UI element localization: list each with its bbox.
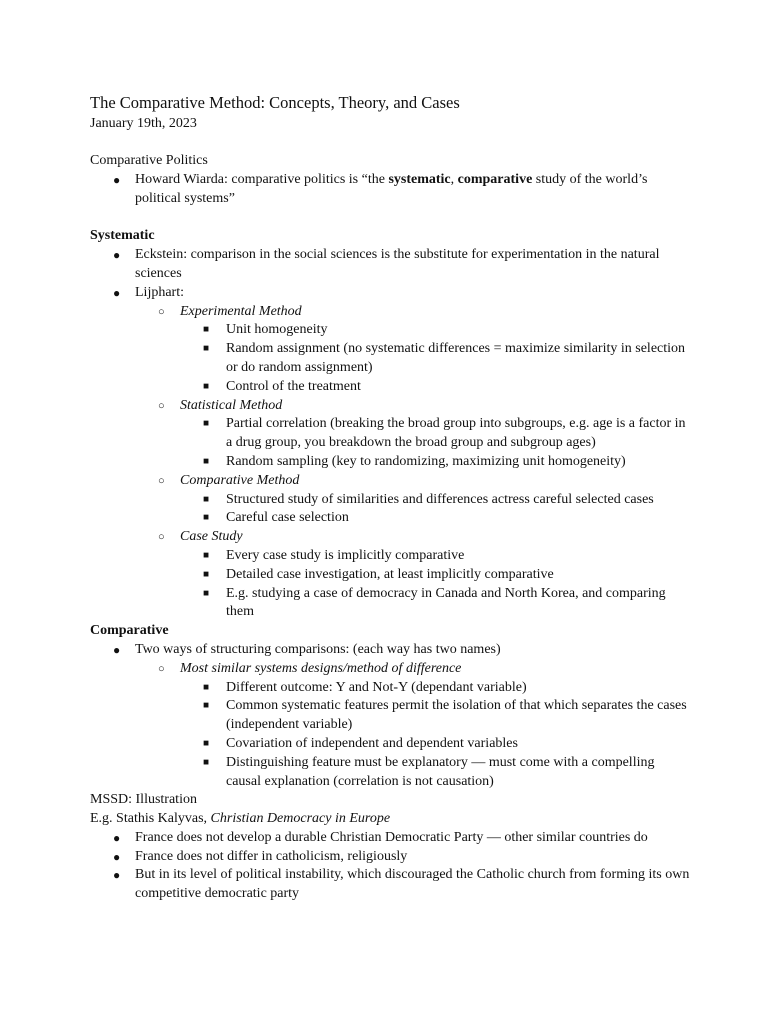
list-item <box>90 660 690 679</box>
square-marker: ■ <box>203 324 210 336</box>
list-item <box>90 303 690 322</box>
bullet-marker: ● <box>113 285 121 300</box>
section-heading-comparative-politics: Comparative Politics <box>90 153 208 168</box>
list-item <box>90 547 690 566</box>
bullet-marker: ● <box>113 642 121 657</box>
method-label: Most similar systems designs/method of difference <box>180 660 462 676</box>
square-marker: ■ <box>203 512 210 524</box>
list-item <box>90 566 690 585</box>
list-item-text: Lijphart: <box>135 284 184 300</box>
list-item <box>90 415 690 453</box>
square-marker: ■ <box>203 380 210 392</box>
list-item-text: Distinguishing feature must be explanatory — must come with a compelling causal explanation (correlation is not causation) <box>226 754 655 789</box>
document-body <box>90 92 690 904</box>
list-item-text: France does not develop a durable Christian Democratic Party — other similar countries do <box>135 829 648 845</box>
list-item <box>90 472 690 491</box>
square-marker: ■ <box>203 493 210 505</box>
circle-marker: ○ <box>158 474 165 487</box>
list-item-text: Control of the treatment <box>226 378 361 394</box>
list-item <box>90 246 690 284</box>
list-item-text: Unit homogeneity <box>226 322 328 338</box>
list-item-text: Eckstein: comparison in the social sciences is the substitute for experimentation in the natural sciences <box>135 247 660 281</box>
list-item <box>90 397 690 416</box>
list-item-text: Common systematic features permit the isolation of that which separates the cases (independent variable) <box>226 698 687 733</box>
list-item <box>90 641 690 660</box>
square-marker: ■ <box>203 756 210 768</box>
square-marker: ■ <box>203 587 210 599</box>
list-item-text: Two ways of structuring comparisons: (each way has two names) <box>135 641 501 657</box>
square-marker: ■ <box>203 343 210 355</box>
section-heading-mssd-illustration: MSSD: Illustration <box>90 792 197 808</box>
list-item-text: E.g. studying a case of democracy in Canada and North Korea, and comparing them <box>226 585 666 620</box>
bullet-marker: ● <box>113 830 121 845</box>
method-label: Experimental Method <box>180 303 302 319</box>
example-line: E.g. Stathis Kalyvas, Christian Democracy in Europe <box>90 811 391 827</box>
list-item-text: Random sampling (key to randomizing, maximizing unit homogeneity) <box>226 453 626 469</box>
method-label: Case Study <box>180 529 243 545</box>
list-item <box>90 321 690 340</box>
list-item <box>90 697 690 735</box>
square-marker: ■ <box>203 418 210 430</box>
bullet-marker: ● <box>113 172 121 187</box>
square-marker: ■ <box>203 737 210 749</box>
list-item <box>90 378 690 397</box>
book-title: Christian Democracy in Europe <box>210 811 391 827</box>
section-heading-systematic: Systematic <box>90 228 155 244</box>
list-item-text: Random assignment (no systematic differences = maximize similarity in selection or do random assignment) <box>226 341 686 375</box>
emphasis-comparative: comparative <box>457 171 533 187</box>
list-item <box>90 491 690 510</box>
list-item <box>90 171 690 209</box>
list-item-text: Covariation of independent and dependent variables <box>226 735 518 751</box>
list-item <box>90 453 690 472</box>
list-item <box>90 284 690 303</box>
list-item <box>90 848 690 867</box>
bullet-marker: ● <box>113 248 121 263</box>
list-item-text: France does not differ in catholicism, religiously <box>135 848 408 864</box>
emphasis-systematic: systematic <box>388 171 451 187</box>
square-marker: ■ <box>203 681 210 693</box>
list-item-text: Every case study is implicitly comparative <box>226 547 465 563</box>
square-marker: ■ <box>203 700 210 712</box>
square-marker: ■ <box>203 568 210 580</box>
list-item-text: Careful case selection <box>226 510 349 526</box>
bullet-marker: ● <box>113 868 121 883</box>
document-date: January 19th, 2023 <box>90 116 197 131</box>
list-item-text: Partial correlation (breaking the broad group into subgroups, e.g. age is a factor in a drug group, you breakdown the broad group and subgroup ages) <box>226 416 686 451</box>
square-marker: ■ <box>203 455 210 467</box>
document-title: The Comparative Method: Concepts, Theory, and Cases <box>90 93 460 112</box>
list-item <box>90 829 690 848</box>
list-item-text: Different outcome: Y and Not-Y (dependant variable) <box>226 679 527 695</box>
list-item-text: Detailed case investigation, at least implicitly comparative <box>226 566 554 582</box>
list-item <box>90 340 690 378</box>
circle-marker: ○ <box>158 531 165 544</box>
bullet-marker: ● <box>113 849 121 864</box>
square-marker: ■ <box>203 549 210 561</box>
circle-marker: ○ <box>158 305 165 318</box>
wiarda-text: Howard Wiarda: comparative politics is “the systematic, comparative study of the world’s political systems” <box>135 171 648 206</box>
method-label: Comparative Method <box>180 472 300 488</box>
list-item-text: Structured study of similarities and differences actress careful selected cases <box>226 491 654 507</box>
list-item <box>90 679 690 698</box>
list-item <box>90 509 690 528</box>
list-item-text: But in its level of political instability, which discouraged the Catholic church from forming its own competitive democratic party <box>135 867 690 902</box>
circle-marker: ○ <box>158 662 165 675</box>
list-item <box>90 735 690 754</box>
circle-marker: ○ <box>158 399 165 412</box>
list-item <box>90 528 690 547</box>
section-heading-comparative: Comparative <box>90 623 169 639</box>
list-item <box>90 866 690 904</box>
method-label: Statistical Method <box>180 397 283 413</box>
list-item <box>90 754 690 792</box>
list-item <box>90 585 690 623</box>
